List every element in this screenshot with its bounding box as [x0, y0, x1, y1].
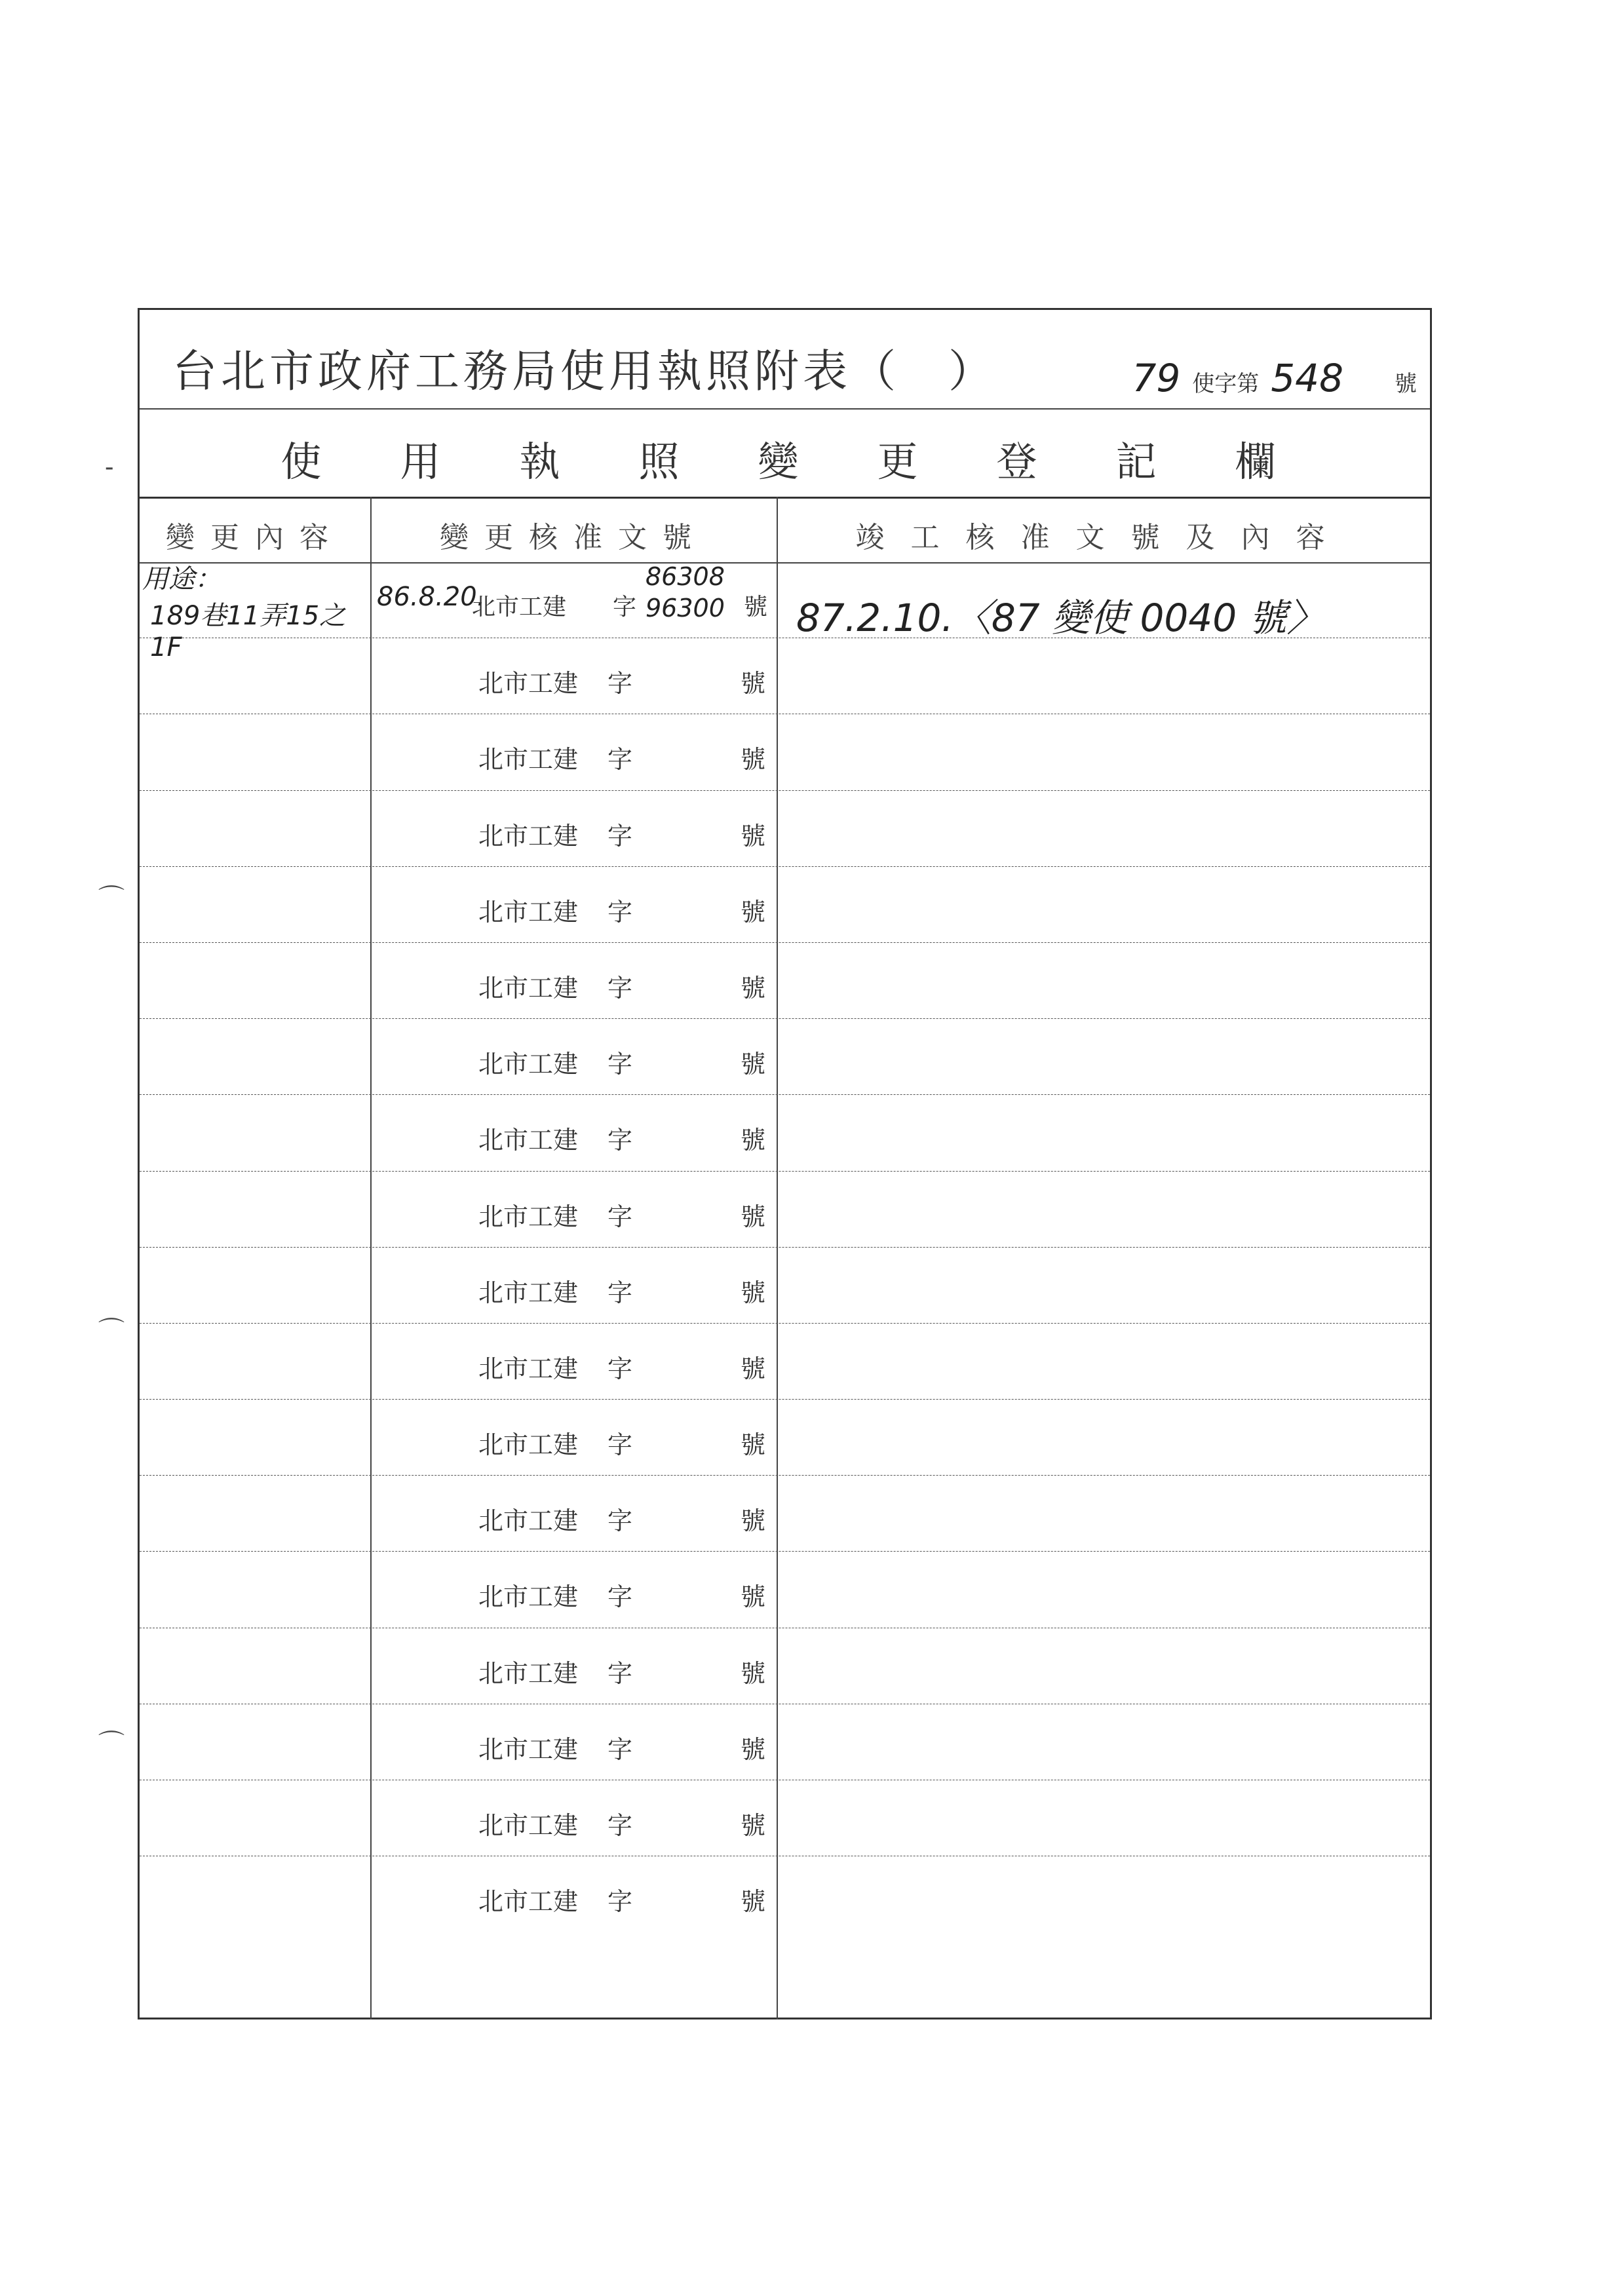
completion-ref-cell — [777, 1324, 1430, 1399]
approval-ref-template — [478, 1577, 766, 1613]
approval-ref-cell — [370, 1780, 777, 1856]
ref-hao: 號 — [741, 897, 766, 927]
ref-hao: 號 — [741, 1734, 766, 1764]
approval-ref-cell — [370, 791, 777, 866]
ref-zi: 字 — [608, 1734, 633, 1764]
approval-ref-cell — [370, 1400, 777, 1475]
table-body — [140, 562, 1430, 1932]
approval-ref-template — [478, 1425, 766, 1461]
approval-ref-cell — [370, 1552, 777, 1627]
approval-ref-template — [478, 1272, 766, 1309]
ref-prefix: 北市工建 — [478, 1354, 579, 1383]
change-content-cell — [140, 1476, 370, 1551]
change-content-cell — [140, 1248, 370, 1323]
ref-prefix: 北市工建 — [478, 745, 579, 775]
table-row — [140, 1095, 1430, 1171]
completion-ref-cell — [777, 1780, 1430, 1856]
change-content-cell — [140, 1628, 370, 1704]
header-completion-ref: 竣工核准文號及內容 — [855, 521, 1351, 554]
approval-ref-cell — [370, 1856, 777, 1932]
ref-prefix: 北市工建 — [478, 1734, 579, 1764]
completion-ref-cell — [777, 791, 1430, 866]
ref-zi: 字 — [608, 1658, 633, 1688]
change-content-cell — [140, 1704, 370, 1780]
completion-ref-cell — [777, 714, 1430, 790]
approval-ref-cell — [370, 943, 777, 1018]
ref-hao: 號 — [741, 1354, 766, 1383]
ref-number: 86308 — [646, 562, 725, 591]
ref-prefix: 北市工建 — [478, 1506, 579, 1536]
ref-hao: 號 — [741, 669, 766, 698]
ref-prefix: 北市工建 — [472, 594, 567, 621]
approval-ref-cell — [370, 867, 777, 942]
ref-zi: 字 — [608, 1202, 633, 1231]
completion-ref-cell — [777, 1704, 1430, 1780]
ref-prefix: 北市工建 — [478, 669, 579, 698]
approval-ref-template — [478, 1653, 766, 1689]
completion-ref-cell — [777, 1856, 1430, 1932]
change-content-cell — [140, 562, 370, 662]
serial-suffix: 號 — [1395, 371, 1417, 397]
ref-hao: 號 — [741, 1202, 766, 1231]
table-row — [140, 1248, 1430, 1324]
change-content-cell — [140, 1400, 370, 1475]
approval-ref-cell — [370, 1628, 777, 1704]
approval-ref-template — [478, 1044, 766, 1080]
approval-ref-cell — [370, 1704, 777, 1780]
completion-ref-cell — [777, 1552, 1430, 1627]
change-content-cell — [140, 638, 370, 714]
section-title-row — [140, 408, 1430, 499]
ref-hao: 號 — [741, 1658, 766, 1688]
ref-prefix: 北市工建 — [478, 1278, 579, 1307]
ref-prefix: 北市工建 — [478, 1582, 579, 1612]
ref-hao: 號 — [741, 1430, 766, 1460]
change-content-cell — [140, 1552, 370, 1627]
ref-zi: 字 — [608, 1582, 633, 1612]
completion-ref-cell — [777, 1400, 1430, 1475]
approval-ref-template — [478, 1349, 766, 1385]
ref-zi: 字 — [608, 1811, 633, 1840]
title-row — [140, 310, 1430, 410]
content-line: 189巷11弄15之1F — [150, 601, 346, 662]
ref-hao: 號 — [741, 1278, 766, 1307]
ref-prefix: 北市工建 — [478, 1658, 579, 1688]
table-row — [140, 1400, 1430, 1476]
ref-zi: 字 — [608, 1887, 633, 1917]
approval-ref-template — [478, 1729, 766, 1765]
ref-hao: 號 — [744, 594, 768, 621]
table-header — [140, 497, 1430, 564]
ref-zi: 字 — [608, 821, 633, 851]
approval-ref-cell — [370, 1324, 777, 1399]
change-content-cell — [140, 791, 370, 866]
ref-zi: 字 — [613, 594, 637, 621]
approval-ref-template — [478, 1881, 766, 1917]
ref-hao: 號 — [741, 1506, 766, 1536]
serial-label: 使字第 — [1192, 371, 1260, 397]
ref-zi: 字 — [608, 1506, 633, 1536]
table-row — [140, 943, 1430, 1019]
change-content-cell — [140, 943, 370, 1018]
ref-hao: 號 — [741, 745, 766, 775]
change-content-cell — [140, 1019, 370, 1094]
approval-ref-cell — [370, 1095, 777, 1170]
margin-mark: ⌒ — [98, 884, 125, 914]
ref-zi: 字 — [608, 897, 633, 927]
table-row — [140, 714, 1430, 790]
approval-ref-template — [478, 1120, 766, 1156]
completion-ref: 87.2.10.〈87 變使 0040 號〉 — [796, 596, 1325, 640]
completion-ref-cell — [777, 867, 1430, 942]
ref-zi: 字 — [608, 669, 633, 698]
ref-prefix: 北市工建 — [478, 973, 579, 1003]
ref-zi: 字 — [608, 1126, 633, 1155]
ref-prefix: 北市工建 — [478, 821, 579, 851]
approval-ref-template — [478, 1501, 766, 1537]
ref-number: 96300 — [646, 594, 725, 622]
table-row — [140, 791, 1430, 867]
section-title: 使用執照變更登記欄 — [280, 438, 1355, 486]
approval-ref-cell — [370, 1172, 777, 1247]
header-approval-ref: 變更核准文號 — [440, 521, 707, 554]
completion-ref-cell — [777, 943, 1430, 1018]
ref-prefix: 北市工建 — [478, 897, 579, 927]
serial-number — [1132, 356, 1417, 400]
ref-prefix: 北市工建 — [478, 1202, 579, 1231]
table-row — [140, 1172, 1430, 1248]
change-content-cell — [140, 1172, 370, 1247]
change-content-cell — [140, 1324, 370, 1399]
ref-hao: 號 — [741, 1811, 766, 1840]
ref-prefix: 北市工建 — [478, 1887, 579, 1917]
table-row — [140, 1780, 1430, 1856]
ref-hao: 號 — [741, 821, 766, 851]
table-row — [140, 562, 1430, 662]
table-row — [140, 1704, 1430, 1780]
approval-ref-template — [478, 739, 766, 775]
margin-mark: - — [105, 452, 114, 482]
form-title: 台北市政府工務局使用執照附表（ ） — [172, 346, 997, 398]
header-change-content: 變更內容 — [166, 521, 344, 554]
change-content-cell — [140, 714, 370, 790]
table-row — [140, 1856, 1430, 1932]
change-content-cell — [140, 1095, 370, 1170]
approval-ref-template — [478, 663, 766, 699]
change-content-cell — [140, 867, 370, 942]
table-row — [140, 638, 1430, 714]
completion-ref-cell — [777, 1248, 1430, 1323]
ref-zi: 字 — [608, 973, 633, 1003]
table-row — [140, 1628, 1430, 1704]
table-row — [140, 867, 1430, 943]
ref-zi: 字 — [608, 1050, 633, 1079]
ref-hao: 號 — [741, 1050, 766, 1079]
ref-prefix: 北市工建 — [478, 1126, 579, 1155]
approval-ref-cell — [370, 1019, 777, 1094]
register-table — [140, 497, 1430, 2019]
table-row — [140, 1552, 1430, 1628]
ref-hao: 號 — [741, 1126, 766, 1155]
content-line: 用途： — [142, 564, 221, 594]
ref-prefix: 北市工建 — [478, 1811, 579, 1840]
change-content-cell — [140, 1780, 370, 1856]
completion-ref-cell — [777, 1628, 1430, 1704]
ref-zi: 字 — [608, 1430, 633, 1460]
approval-ref-cell — [370, 1476, 777, 1551]
approval-ref-cell — [370, 638, 777, 714]
approval-ref-cell — [370, 1248, 777, 1323]
approval-ref-template — [478, 1196, 766, 1233]
completion-ref-cell — [777, 1476, 1430, 1551]
serial-number-value: 548 — [1271, 356, 1343, 400]
approval-ref-cell — [370, 562, 777, 638]
table-row — [140, 1019, 1430, 1095]
serial-year: 79 — [1132, 356, 1181, 400]
approval-ref-cell — [370, 714, 777, 790]
usage-license-form — [138, 308, 1432, 2019]
margin-mark: ⌒ — [98, 1729, 125, 1759]
completion-ref-cell — [777, 1019, 1430, 1094]
approval-ref-template — [478, 892, 766, 928]
table-row — [140, 1324, 1430, 1400]
ref-hao: 號 — [741, 1887, 766, 1917]
completion-ref-cell — [777, 1172, 1430, 1247]
completion-ref-cell — [777, 638, 1430, 714]
approval-ref-template — [478, 816, 766, 852]
ref-zi: 字 — [608, 745, 633, 775]
ref-zi: 字 — [608, 1354, 633, 1383]
approval-ref-template — [478, 968, 766, 1004]
completion-ref-cell — [777, 562, 1430, 638]
change-content-cell — [140, 1856, 370, 1932]
ref-zi: 字 — [608, 1278, 633, 1307]
margin-mark: ⌒ — [98, 1316, 125, 1347]
ref-hao: 號 — [741, 973, 766, 1003]
approval-date: 86.8.20. — [377, 582, 486, 612]
ref-prefix: 北市工建 — [478, 1050, 579, 1079]
approval-ref-template — [478, 1805, 766, 1841]
ref-prefix: 北市工建 — [478, 1430, 579, 1460]
ref-hao: 號 — [741, 1582, 766, 1612]
completion-ref-cell — [777, 1095, 1430, 1170]
table-row — [140, 1476, 1430, 1552]
